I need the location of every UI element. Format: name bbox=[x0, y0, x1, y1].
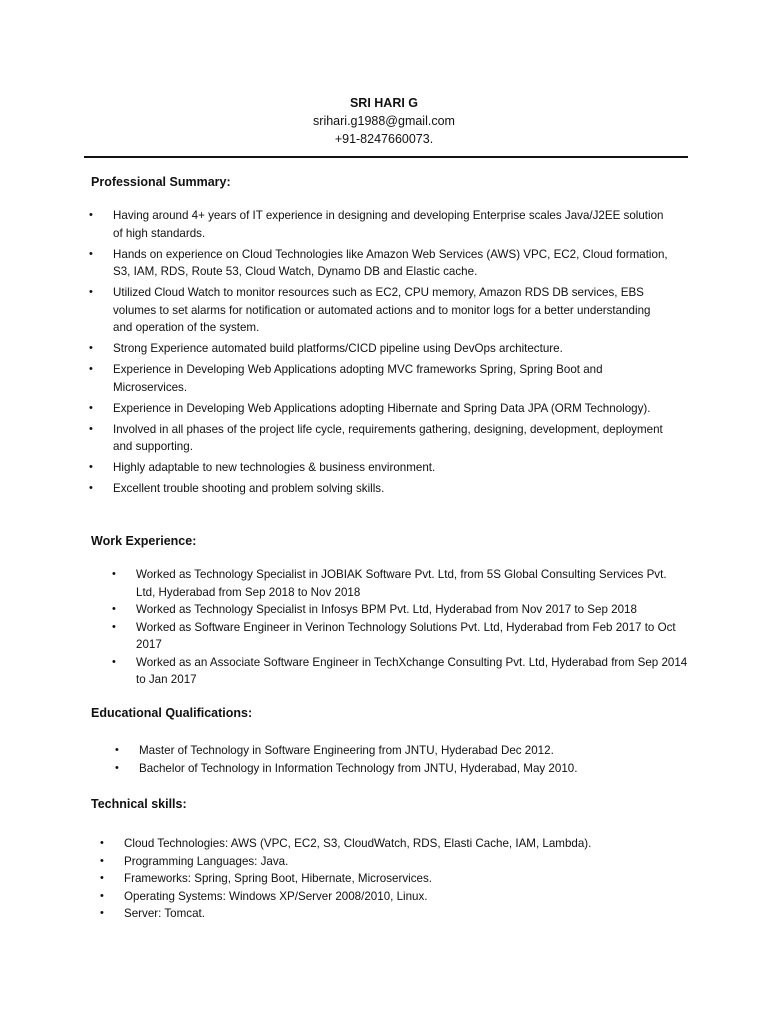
bullet-icon: • bbox=[112, 603, 116, 615]
list-item bbox=[100, 905, 684, 923]
resume-header bbox=[0, 94, 768, 148]
list-item bbox=[115, 742, 679, 760]
bullet-icon: • bbox=[89, 401, 93, 414]
list-item bbox=[89, 480, 668, 498]
list-item-text: Bachelor of Technology in Information Technology from JNTU, Hyderabad, May 2010. bbox=[139, 761, 578, 775]
skills-list bbox=[100, 835, 684, 923]
header-divider bbox=[84, 156, 688, 158]
bullet-icon: • bbox=[112, 655, 116, 668]
bullet-icon: • bbox=[89, 342, 93, 354]
bullet-icon: • bbox=[89, 422, 93, 435]
bullet-icon: • bbox=[112, 568, 116, 580]
bullet-icon: • bbox=[100, 854, 104, 867]
list-item-text: Worked as an Associate Software Engineer in TechXchange Consulting Pvt. Ltd, Hyderabad from Sep 2014 to Jan 2017 bbox=[136, 655, 688, 686]
list-item bbox=[89, 459, 668, 477]
bullet-icon: • bbox=[89, 461, 93, 473]
candidate-email: srihari.g1988@gmail.com bbox=[313, 114, 455, 128]
list-item bbox=[112, 566, 688, 601]
bullet-icon: • bbox=[89, 482, 93, 494]
list-item bbox=[89, 207, 668, 242]
list-item-text: Programming Languages: Java. bbox=[124, 854, 289, 868]
list-item-text: Strong Experience automated build platforms/CICD pipeline using DevOps architecture. bbox=[113, 342, 563, 355]
list-item-text: Experience in Developing Web Applications adopting MVC frameworks Spring, Spring Boot and Microservices. bbox=[113, 363, 603, 394]
work-list bbox=[112, 566, 688, 689]
bullet-icon: • bbox=[112, 620, 116, 633]
list-item-text: Worked as Technology Specialist in JOBIAK Software Pvt. Ltd, from 5S Global Consulting Services Pvt. Ltd, Hyderabad from Sep 2018 to Nov 2018 bbox=[136, 568, 667, 599]
list-item bbox=[112, 619, 688, 654]
list-item bbox=[100, 870, 684, 888]
section-title-skills: Technical skills: bbox=[91, 797, 187, 811]
list-item-text: Experience in Developing Web Applications adopting Hibernate and Spring Data JPA (ORM Technology). bbox=[113, 401, 651, 415]
list-item-text: Server: Tomcat. bbox=[124, 907, 205, 920]
summary-list bbox=[89, 207, 668, 501]
bullet-icon: • bbox=[89, 209, 93, 221]
list-item bbox=[89, 400, 668, 418]
list-item-text: Worked as Software Engineer in Verinon Technology Solutions Pvt. Ltd, Hyderabad from Feb 2017 to Oct 2017 bbox=[136, 620, 676, 651]
list-item bbox=[112, 654, 688, 689]
list-item bbox=[112, 601, 688, 619]
list-item bbox=[100, 853, 684, 871]
list-item bbox=[89, 361, 668, 396]
bullet-icon: • bbox=[89, 247, 93, 260]
list-item-text: Operating Systems: Windows XP/Server 2008/2010, Linux. bbox=[124, 889, 428, 903]
list-item-text: Excellent trouble shooting and problem solving skills. bbox=[113, 482, 385, 495]
list-item bbox=[89, 340, 668, 358]
list-item-text: Hands on experience on Cloud Technologies like Amazon Web Services (AWS) VPC, EC2, Cloud formation, S3, IAM, RDS, Route 53, Cloud Watch, Dynamo DB and Elastic cache. bbox=[113, 247, 668, 278]
bullet-icon: • bbox=[89, 286, 93, 298]
section-title-education: Educational Qualifications: bbox=[91, 706, 253, 720]
list-item-text: Having around 4+ years of IT experience in designing and developing Enterprise scales Java/J2EE solution of high standards. bbox=[113, 209, 664, 240]
list-item bbox=[89, 421, 668, 456]
list-item-text: Master of Technology in Software Engineering from JNTU, Hyderabad Dec 2012. bbox=[139, 744, 554, 757]
list-item-text: Utilized Cloud Watch to monitor resources such as EC2, CPU memory, Amazon RDS DB services, EBS volumes to set alarms for notification or automated actions and to monitor logs for a better understanding and operation of the system. bbox=[113, 286, 651, 334]
section-title-work: Work Experience: bbox=[91, 534, 197, 548]
list-item bbox=[100, 888, 684, 906]
bullet-icon: • bbox=[115, 761, 119, 774]
bullet-icon: • bbox=[89, 363, 93, 375]
bullet-icon: • bbox=[100, 889, 104, 902]
list-item-text: Highly adaptable to new technologies & business environment. bbox=[113, 461, 436, 474]
candidate-name: SRI HARI G bbox=[349, 96, 419, 110]
list-item bbox=[115, 760, 679, 778]
education-list bbox=[115, 742, 679, 777]
list-item-text: Worked as Technology Specialist in Infosys BPM Pvt. Ltd, Hyderabad from Nov 2017 to Sep 2018 bbox=[136, 603, 637, 616]
bullet-icon: • bbox=[100, 907, 104, 919]
list-item bbox=[100, 835, 684, 853]
bullet-icon: • bbox=[100, 837, 104, 849]
list-item-text: Involved in all phases of the project life cycle, requirements gathering, designing, development, deployment and supporting. bbox=[113, 422, 663, 453]
bullet-icon: • bbox=[100, 872, 104, 884]
candidate-phone: +91-8247660073. bbox=[334, 132, 434, 146]
list-item-text: Cloud Technologies: AWS (VPC, EC2, S3, CloudWatch, RDS, Elasti Cache, IAM, Lambda). bbox=[124, 837, 592, 850]
list-item bbox=[89, 246, 668, 281]
list-item-text: Frameworks: Spring, Spring Boot, Hibernate, Microservices. bbox=[124, 872, 432, 885]
bullet-icon: • bbox=[115, 744, 119, 756]
section-title-summary: Professional Summary: bbox=[91, 175, 231, 189]
list-item bbox=[89, 284, 668, 337]
